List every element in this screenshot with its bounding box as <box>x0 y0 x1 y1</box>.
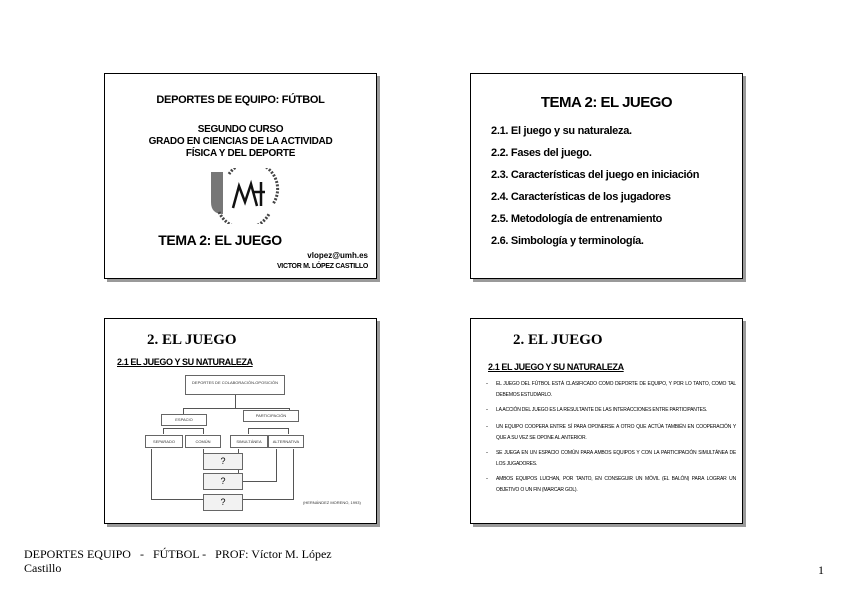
bullet-marker: - <box>486 381 488 387</box>
connector-line <box>151 449 152 499</box>
slide-diagram <box>104 318 377 524</box>
topic-list <box>491 124 699 256</box>
slide-subheading: 2.1 EL JUEGO Y SU NATURALEZA <box>117 357 253 367</box>
slide-heading: TEMA 2: EL JUEGO <box>540 94 673 111</box>
university-logo <box>209 168 281 224</box>
bullet-item <box>486 405 736 416</box>
slide-heading: 2. EL JUEGO <box>513 332 603 348</box>
author-email: vlopez@umh.es <box>307 251 368 260</box>
bullet-list <box>486 379 736 496</box>
connector-line <box>243 499 294 500</box>
topic-item: 2.1. El juego y su naturaleza. <box>491 125 632 137</box>
diagram-leaf-box: SEPARADO <box>145 435 183 448</box>
author-name: VICTOR M. LÓPEZ CASTILLO <box>276 263 368 270</box>
diagram-reference: (HERNÁNDEZ MORENO, 1993) <box>303 500 361 505</box>
slide-subheading: 2.1 EL JUEGO Y SU NATURALEZA <box>488 362 624 372</box>
footer-line-2: Castillo <box>24 561 62 575</box>
slide-index <box>470 73 743 279</box>
bullet-marker: - <box>486 450 488 456</box>
degree-line-2: FÍSICA Y DEL DEPORTE <box>185 148 296 159</box>
diagram-leaf-box: ALTERNATIVA <box>268 435 304 448</box>
bullet-item <box>486 422 736 444</box>
connector-line <box>235 394 236 409</box>
course-year: SEGUNDO CURSO <box>197 124 284 135</box>
bullet-text: AMBOS EQUIPOS LUCHAN, POR TANTO, EN CONSEGUIR UN MÓVIL (EL BALÓN) PARA LOGRAR UN OBJETIVO O UN FIN (MARCAR GOL). <box>496 476 736 493</box>
slide-title <box>104 73 377 279</box>
course-name: DEPORTES DE EQUIPO: FÚTBOL <box>156 94 325 106</box>
topic-item: 2.4. Características de los jugadores <box>491 191 671 203</box>
diagram-leaf-box: COMÚN <box>185 435 221 448</box>
connector-line <box>243 481 276 482</box>
connector-line <box>151 499 203 500</box>
topic-item: 2.2. Fases del juego. <box>491 147 592 159</box>
bullet-text: LA ACCIÓN DEL JUEGO ES LA RESULTANTE DE LAS INTERACCIONES ENTRE PARTICIPANTES. <box>496 407 708 413</box>
topic-item: 2.6. Simbología y terminología. <box>491 235 644 247</box>
bullet-marker: - <box>486 476 488 482</box>
connector-line <box>183 408 289 409</box>
bullet-marker: - <box>486 407 488 413</box>
bullet-marker: - <box>486 424 488 430</box>
diagram-leaf-box: SIMULTÁNEA <box>230 435 268 448</box>
connector-line <box>293 449 294 499</box>
question-box: ? <box>203 453 243 470</box>
bullet-text: SE JUEGA EN UN ESPACIO COMÚN PARA AMBOS EQUIPOS Y CON LA PARTICIPACIÓN SIMULTÁNEA DE LOS JUGADORES. <box>496 450 736 467</box>
connector-line <box>248 428 289 429</box>
question-box: ? <box>203 473 243 490</box>
connector-line <box>163 428 204 429</box>
topic-title: TEMA 2: EL JUEGO <box>158 232 282 248</box>
degree-line-1: GRADO EN CIENCIAS DE LA ACTIVIDAD <box>148 136 333 147</box>
topic-item: 2.5. Metodología de entrenamiento <box>491 213 663 225</box>
slide-heading: 2. EL JUEGO <box>147 332 237 348</box>
bullet-text: EL JUEGO DEL FÚTBOL ESTÁ CLASIFICADO COMO DEPORTE DE EQUIPO, Y POR LO TANTO, COMO TAL DEBEMOS ESTUDIARLO. <box>496 381 736 398</box>
bullet-item <box>486 448 736 470</box>
degree-block <box>105 124 376 160</box>
diagram-box-participacion: PARTICIPACIÓN <box>243 410 299 422</box>
question-box: ? <box>203 494 243 511</box>
diagram-root-box: DEPORTES DE COLABORACIÓN-OPOSICIÓN <box>185 375 285 395</box>
page-footer <box>24 547 384 575</box>
footer-line-1: DEPORTES EQUIPO - FÚTBOL - PROF: Víctor M. López <box>24 547 332 561</box>
bullet-item <box>486 474 736 496</box>
page-number: 1 <box>818 563 824 577</box>
slide-text <box>470 318 743 524</box>
connector-line <box>276 449 277 482</box>
diagram-box-espacio: ESPACIO <box>161 414 207 426</box>
bullet-text: UN EQUIPO COOPERA ENTRE SÍ PARA OPONERSE A OTRO QUE ACTÚA TAMBIÉN EN COOPERACIÓN Y QUE A SU VEZ SE OPONE AL ANTERIOR. <box>496 424 736 441</box>
bullet-item <box>486 379 736 401</box>
topic-item: 2.3. Características del juego en iniciación <box>491 169 700 181</box>
